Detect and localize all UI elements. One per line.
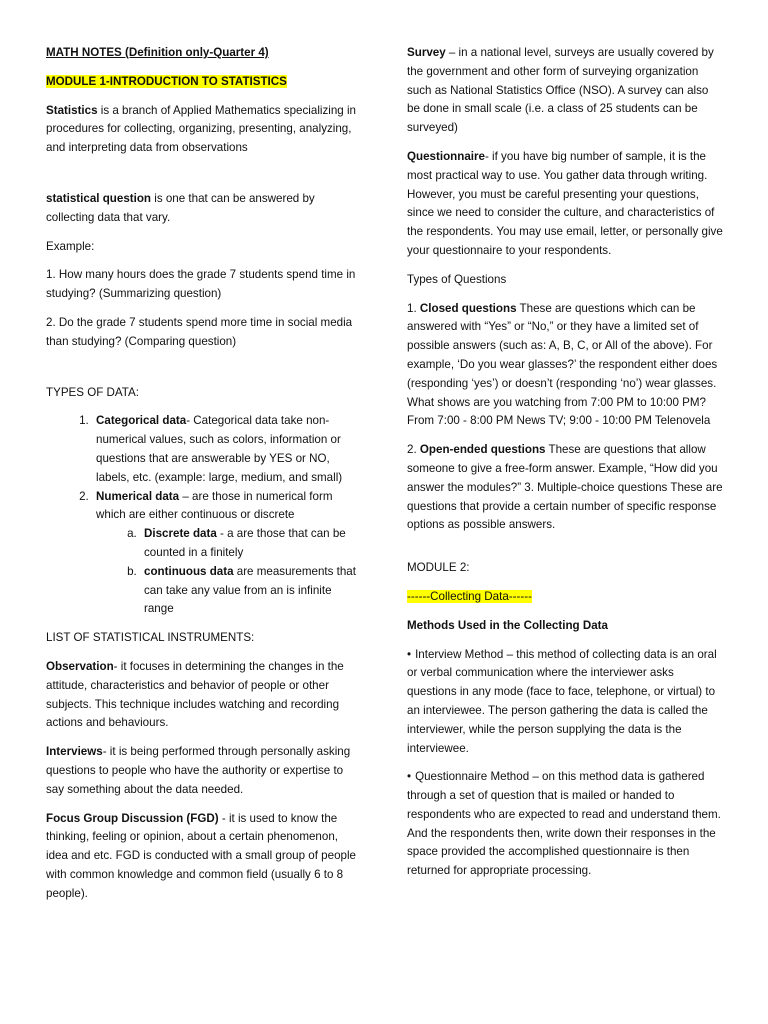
- interview-method-item: • Interview Method – this method of collecting data is an oral or verbal communication where the interviewer asks questions in any mode (face to face, telephone, or virtual) to an interviewee. The person gathering the data is called the interviewer, while the person supplying the data is the interviewee.: [407, 646, 723, 759]
- open-ended-questions-definition: 2. Open-ended questions These are questions that allow someone to give a free-form answer. Example, “How did you answer the modules?” 3. Multiple-choice questions These are questions that provide a certain number of specific response options as possible answers.: [407, 443, 723, 532]
- collecting-data-heading: ------Collecting Data------: [407, 589, 532, 603]
- list-item: a. Discrete data - a are those that can be counted in a finitely: [140, 525, 360, 563]
- survey-definition: Survey – in a national level, surveys are usually covered by the government and other form of surveying organization such as National Statistics Office (NSO). A survey can also be done in small scale (i.e. a class of 25 students can be surveyed): [407, 46, 714, 135]
- questionnaire-definition: Questionnaire- if you have big number of sample, it is the most practical way to use. You gather data through writing. However, you must be careful presenting your questions, since we need to consider the culture, and characteristics of the respondents. You may use email, letter, or personally give your questionnaire to your respondents.: [407, 149, 723, 257]
- right-column: [407, 44, 723, 891]
- closed-questions-definition: 1. Closed questions These are questions which can be answered with “Yes” or “No,” or they have a limited set of possible answers (such as: A, B, C, or All of the above). For example, ‘Do you wear glasses?’ the respondent either does (responding ‘yes’) or doesn’t (responding ‘no’) wear glasses. What shows are you watching from 7:00 PM to 10:00 PM? From 7:00 - 8:00 PM News TV; 9:00 - 10:00 PM Telenovela: [407, 301, 718, 428]
- statistics-definition: Statistics is a branch of Applied Mathematics specializing in procedures for collecting, organizing, presenting, analyzing, and interpreting data from observations: [46, 103, 356, 155]
- statistical-question-definition: statistical question is one that can be answered by collecting data that vary.: [46, 191, 315, 224]
- instruments-heading: LIST OF STATISTICAL INSTRUMENTS:: [46, 631, 255, 645]
- example-label: Example:: [46, 239, 95, 253]
- types-of-data-heading: TYPES OF DATA:: [46, 385, 139, 399]
- methods-heading: Methods Used in the Collecting Data: [407, 618, 608, 632]
- numerical-subtypes-list: [96, 525, 360, 619]
- types-of-data-list: [46, 412, 360, 619]
- module-1-heading: MODULE 1-INTRODUCTION TO STATISTICS: [46, 74, 287, 88]
- example-item: 2. Do the grade 7 students spend more time in social media than studying? (Comparing question): [46, 315, 353, 348]
- questionnaire-method-item: • Questionnaire Method – on this method data is gathered through a set of question that is mailed or handed to respondents who are expected to read and understand them. And the respondents then, write down their responses in the space provided the accomplished questionnaire is then returned for appropriate processing.: [407, 768, 723, 881]
- types-of-questions-heading: Types of Questions: [407, 272, 507, 286]
- observation-definition: Observation- it focuses in determining the changes in the attitude, characteristics and behavior of people or other subjects. This technique includes watching and recording actions and behaviours.: [46, 659, 344, 730]
- list-item: 2. Numerical data – are those in numerical form which are either continuous or discrete a. Discrete data - a are those that can be counted in a finitely b. continuous data are measurements that can take any value from an is infinite range: [92, 488, 360, 620]
- list-item: b. continuous data are measurements that can take any value from an is infinite range: [140, 563, 360, 619]
- fgd-definition: Focus Group Discussion (FGD) - it is used to know the thinking, feeling or opinion, about a certain phenomenon, idea and etc. FGD is conducted with a small group of people with common knowledge and common field (usually 6 to 8 people).: [46, 811, 356, 900]
- left-column: [46, 44, 360, 913]
- interviews-definition: Interviews- it is being performed through personally asking questions to people who have the authority or expertise to say something about the data needed.: [46, 745, 351, 796]
- notes-title: MATH NOTES (Definition only-Quarter 4): [46, 46, 269, 59]
- list-item: 1. Categorical data- Categorical data take non-numerical values, such as colors, information or questions that are answerable by YES or NO, labels, etc. (example: large, medium, and small): [92, 412, 360, 487]
- example-item: 1. How many hours does the grade 7 students spend time in studying? (Summarizing question): [46, 268, 356, 301]
- module-2-heading: MODULE 2:: [407, 561, 470, 575]
